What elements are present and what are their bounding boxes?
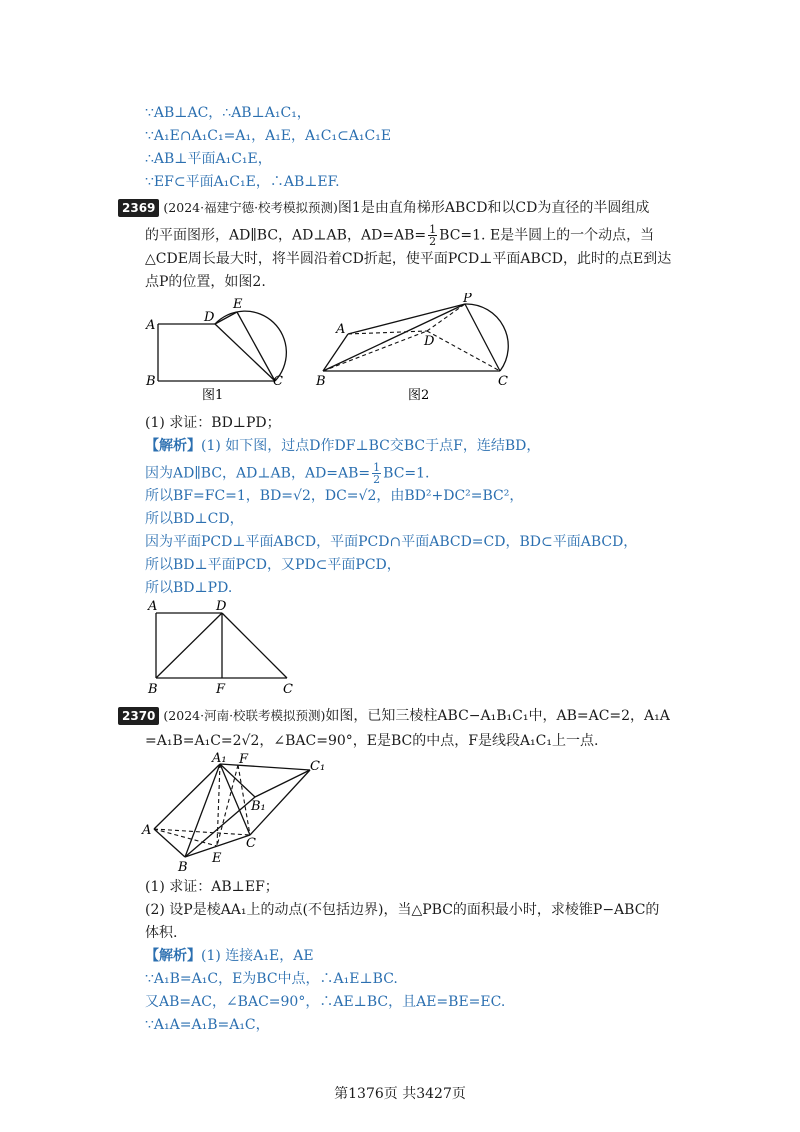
problem-2370-line2: =A₁B=A₁C=2√2，∠BAC=90°，E是BC的中点，F是线段A₁C₁上一点. (145, 733, 599, 749)
page-footer: 第1376页 共3427页 (334, 1086, 466, 1102)
figure-auxiliary (140, 595, 310, 700)
solution-line: ∵A₁A=A₁B=A₁C， (145, 1017, 270, 1033)
analysis-tag: 【解析】 (145, 438, 201, 454)
solution-line: 又AB=AC，∠BAC=90°，∴AE⊥BC，且AE=BE=EC. (145, 994, 506, 1010)
label: A (148, 599, 158, 614)
problem-2369-line2 (145, 224, 654, 247)
problem-number-badge: 2370 (118, 707, 159, 725)
label: D (216, 599, 227, 614)
label: E (212, 851, 222, 866)
solution-line: 因为平面PCD⊥平面ABCD，平面PCD∩平面ABCD=CD，BD⊂平面ABCD， (145, 534, 638, 550)
solution-line: 所以BD⊥PD. (145, 580, 233, 596)
solution-line: 【解析】(1) 连接A₁E，AE (145, 948, 314, 964)
solution-line: ∵A₁B=A₁C，E为BC中点，∴A₁E⊥BC. (145, 971, 398, 987)
label: C (273, 374, 283, 389)
solution-line: ∵A₁E∩A₁C₁=A₁，A₁E，A₁C₁⊂A₁C₁E (145, 128, 392, 144)
solution-line: ∴AB⊥平面A₁C₁E， (145, 151, 272, 167)
label: A₁ (212, 752, 227, 766)
question-1: (1) 求证：BD⊥PD； (145, 415, 281, 431)
label: B (316, 374, 326, 389)
label: F (239, 752, 249, 767)
figure-1 (145, 297, 286, 403)
problem-source: (2024·河南·校联考模拟预测) (163, 708, 326, 723)
question-1: (1) 求证：AB⊥EF； (145, 879, 279, 895)
label: B₁ (251, 799, 266, 814)
problem-number-badge: 2369 (118, 199, 159, 217)
label: B (178, 860, 188, 872)
solution-line: ∵AB⊥AC，∴AB⊥A₁C₁， (145, 105, 311, 121)
figure-caption: 图2 (408, 388, 430, 403)
problem-2369-line1 (118, 198, 649, 218)
problem-2370-line1 (118, 706, 670, 726)
question-2: (2) 设P是棱AA₁上的动点(不包括边界)，当△PBC的面积最小时，求棱锥P−ABC的 (145, 902, 660, 918)
fraction: $\frac{1}{2}$ (373, 461, 381, 486)
figure-2 (315, 293, 508, 403)
figure-caption: 图1 (202, 388, 224, 403)
problem-source: (2024·福建宁德·校考模拟预测) (163, 200, 338, 215)
analysis-tag: 【解析】 (145, 948, 201, 964)
label: C (283, 682, 293, 697)
solution-line: 所以BF=FC=1，BD=√2，DC=√2，由BD²+DC²=BC²， (145, 488, 524, 504)
question-2-cont: 体积. (145, 925, 178, 941)
label: C (246, 836, 256, 851)
label: C (498, 374, 508, 389)
label: B (146, 374, 156, 389)
figure-prism (140, 752, 360, 872)
label: E (233, 297, 243, 312)
problem-text: 的平面图形，AD∥BC，AD⊥AB，AD=AB= (145, 227, 427, 244)
label: A (336, 322, 346, 337)
label: D (204, 310, 215, 325)
label: A (146, 318, 156, 333)
problem-2369-line4: 点P的位置，如图2. (145, 274, 266, 290)
label: F (216, 682, 226, 697)
problem-text: 如图，已知三棱柱ABC−A₁B₁C₁中，AB=AC=2，A₁A (325, 708, 670, 724)
problem-text: 图1是由直角梯形ABCD和以CD为直径的半圆组成 (337, 200, 650, 216)
fraction: $\frac{1}{2}$ (429, 223, 437, 248)
solution-line: 【解析】(1) 如下图，过点D作DF⊥BC交BC于点F，连结BD， (145, 438, 541, 454)
solution-line: 所以BD⊥平面PCD，又PD⊂平面PCD， (145, 557, 401, 573)
solution-line: 所以BD⊥CD， (145, 511, 244, 527)
figure-2369-fig1-fig2 (140, 293, 540, 413)
label: P (463, 293, 472, 306)
label: C₁ (310, 759, 326, 774)
problem-2369-line3: △CDE周长最大时，将半圆沿着CD折起，使平面PCD⊥平面ABCD，此时的点E到达 (145, 251, 672, 267)
solution-line: 因为AD∥BC，AD⊥AB，AD=AB= $\frac{1}{2}$ BC=1. (145, 461, 430, 486)
problem-text: BC=1. E是半圆上的一个动点，当 (439, 227, 655, 244)
label: B (148, 682, 158, 697)
label: A (142, 823, 152, 838)
solution-line: ∵EF⊂平面A₁C₁E，∴AB⊥EF. (145, 174, 340, 190)
label: D (424, 334, 435, 349)
